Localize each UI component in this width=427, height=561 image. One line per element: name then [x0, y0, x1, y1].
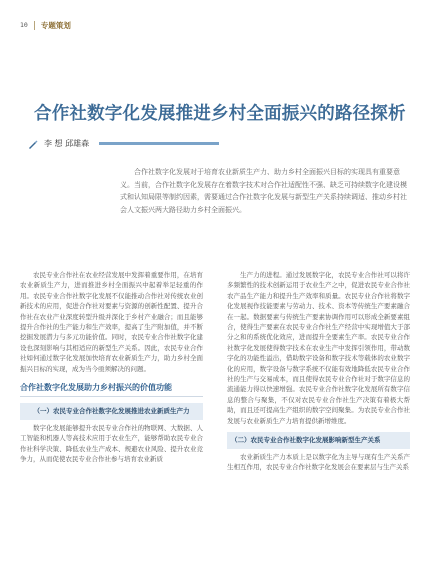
body-paragraph: 农民专业合作社在农业经营发展中发挥着重要作用，在培育农业新质生产力，进而推进乡村全面振兴中起着举足轻重的作用。农民专业合作社数字化发展不仅能推动合作社对传统农业创新技术的应用，促进合作社对要素与资源的创新性配置、提升合作社在农业产业深度转型升级并深化于乡村产业融合；而且能够提升合作社的生产能力和生产效率，提高了生产附加值，并不断挖掘发展潜力与多元功能价值。同时，农民专业合作社数字化建设也深刻影响与其相适应的新型生产关系。因此，农民专业合作社如何通过数字化发展加快培育农业新质生产力，助力乡村全面振兴目标的实现，成为当今亟须解决的问题。 [20, 271, 203, 373]
pen-icon [28, 139, 38, 149]
abstract [120, 166, 410, 216]
abstract-text: 合作社数字化发展对于培育农业新质生产力、助力乡村全面振兴目标的实现具有重要意义。当前，合作社数字化发展存在着数字技术对合作社适配性不强、缺乏可持续数字化建设模式和认知局限等制约因素，需要通过合作社数字化发展与新型生产关系持续调适、推动乡村社会人文振兴两大路径助力乡村全面振兴。 [120, 168, 407, 214]
page-header [20, 17, 71, 33]
sub-heading: （二）农民专业合作社数字化发展影响新型生产关系 [227, 432, 410, 448]
sub-heading: （一）农民专业合作社数字化发展推进农业新质生产力 [20, 403, 203, 419]
column-topic: 专题策划 [40, 20, 71, 30]
left-column [20, 270, 203, 465]
byline-rule [99, 142, 219, 145]
article-title: 合作社数字化发展推进乡村全面振兴的路径探析 [34, 104, 406, 124]
body-paragraph: 生产力的进程。通过发展数字化，农民专业合作社可以将许多频繁性的技术创新运用于农业生产之中，促进农民专业合作社农产品生产能力和提升生产效率和质量。农民专业合作社将数字化发展视作技能要素与劳动力、技术、资本等传统生产要素融合在一起。数据要素与传统生产要素协调作用可以形成全新要素组合，使得生产要素在农民专业合作社生产经营中实现增值大于部分之和的系统优化效应，进而提升全要素生产率。农民专业合作社数字化发展使得数字技术在农业生产中发挥引领作用，带动数字化的功能性溢出，借助数字设备和数字技术等载体的农业数字化的应用，数字设备与数字系统不仅能有效地降低农民专业合作社的生产与交易成本，而且使得农民专业合作社对于数字信息的流通能力得以快速增强。农民专业合作社数字化发展所有数字信息的整合与聚集，不仅对农民专业合作社生产决策有着极大帮助，而且还可提高生产组织的数字空间聚集。为农民专业合作社发展与农业新质生产力培育提供新增维度。 [227, 271, 410, 425]
right-column [227, 270, 410, 472]
section-heading: 合作社数字化发展助力乡村振兴的价值功能 [20, 383, 203, 397]
body-paragraph: 农业新质生产力本质上是以数字化为主导与现有生产关系产生相互作用，农民专业合作社数字化发展会在要素层与生产关系 [227, 452, 410, 471]
byline [28, 138, 219, 149]
author-names: 李 想 邱雄森 [44, 139, 90, 148]
body-paragraph: 数字化发展能够提升农民专业合作社的物联网、大数据、人工智能和机器人等高技术应用于农业生产，能够帮助农民专业合作社科学决策、降低农业生产成本、规避农业风险、提升农业竞争力，从而促使农民专业合作社参与培育农业新质 [20, 423, 203, 464]
page-number: 10 [20, 21, 28, 29]
header-divider [34, 21, 35, 30]
